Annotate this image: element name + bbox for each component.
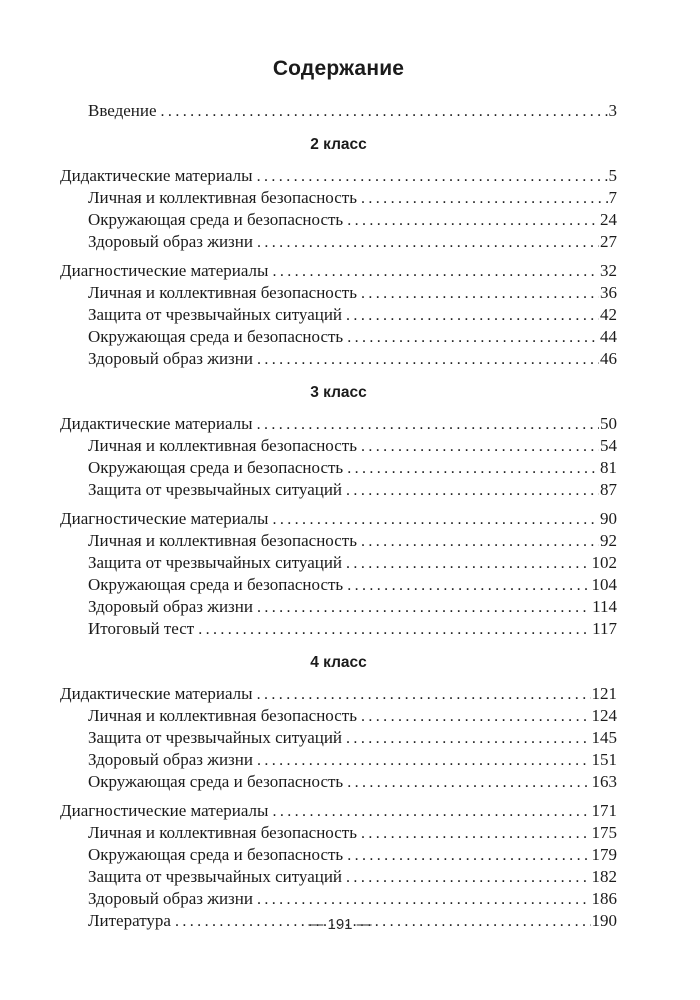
toc-entry-intro: [60, 100, 617, 122]
toc-leader-dots: [272, 508, 599, 530]
toc-entry-page: 44: [600, 327, 617, 346]
toc-entry-page: 81: [600, 458, 617, 477]
toc-entry: [60, 508, 617, 530]
toc-entry-label: Защита от чрезвычайных ситуаций: [88, 867, 343, 886]
toc-entry-label: Диагностические материалы: [60, 509, 269, 528]
toc-entry-page: 186: [591, 889, 617, 908]
toc-entry-page: 114: [592, 597, 617, 616]
toc-entry: [60, 574, 617, 596]
toc-entry-label: Дидактические материалы: [60, 166, 253, 185]
section-heading: 4 класс: [310, 654, 367, 671]
toc-entry-label: Введение: [88, 101, 157, 120]
toc-entry-page: 42: [600, 305, 617, 324]
toc-leader-dots: [361, 530, 599, 552]
toc-entry-label: Здоровый образ жизни: [88, 349, 253, 368]
toc-entry-page: 175: [591, 823, 617, 842]
toc-entry-label: Диагностические материалы: [60, 801, 269, 820]
toc-leader-dots: [161, 100, 608, 122]
section-heading: 2 класс: [310, 136, 367, 153]
toc-entry-page: 54: [600, 436, 617, 455]
toc-entry-page: 32: [600, 261, 617, 280]
toc-leader-dots: [257, 348, 599, 370]
toc-leader-dots: [361, 187, 608, 209]
toc-entry-page: 190: [591, 911, 617, 930]
toc-entry-page: 46: [600, 349, 617, 368]
toc-entry: [60, 282, 617, 304]
toc-leader-dots: [347, 326, 599, 348]
toc-entry-page: 145: [591, 728, 617, 747]
toc-group: [60, 508, 617, 640]
toc-entry-label: Окружающая среда и безопасность: [88, 458, 344, 477]
toc-entry-page: 50: [600, 414, 617, 433]
toc-entry-page: 5: [608, 166, 617, 185]
toc-entry: [60, 165, 617, 187]
toc-entry-label: Личная и коллективная безопасность: [88, 436, 357, 455]
toc-section: [60, 136, 617, 370]
toc-entry-label: Дидактические материалы: [60, 684, 253, 703]
toc-entry-label: Окружающая среда и безопасность: [88, 772, 344, 791]
toc-entry: [60, 800, 617, 822]
toc-entry-label: Диагностические материалы: [60, 261, 269, 280]
toc-entry: [60, 552, 617, 574]
toc-entry-label: Защита от чрезвычайных ситуаций: [88, 553, 343, 572]
toc-entry-label: Личная и коллективная безопасность: [88, 283, 357, 302]
section-heading: 3 класс: [310, 384, 367, 401]
toc-entry: [60, 530, 617, 552]
toc-leader-dots: [198, 618, 591, 640]
toc-entry: [60, 705, 617, 727]
toc-section: [60, 654, 617, 932]
toc-leader-dots: [346, 552, 590, 574]
toc-leader-dots: [257, 683, 591, 705]
toc-entry-label: Окружающая среда и безопасность: [88, 845, 344, 864]
toc-entry: [60, 683, 617, 705]
toc-sections: [60, 136, 617, 932]
toc-leader-dots: [347, 574, 590, 596]
toc-leader-dots: [347, 209, 599, 231]
toc-entry-label: Литература: [88, 911, 171, 930]
section-groups: [60, 165, 617, 370]
toc-entry: [60, 457, 617, 479]
toc-entry-page: 3: [608, 101, 617, 120]
toc-leader-dots: [257, 888, 591, 910]
toc-entry-label: Окружающая среда и безопасность: [88, 327, 344, 346]
toc-leader-dots: [346, 304, 599, 326]
toc-entry-label: Здоровый образ жизни: [88, 232, 253, 251]
toc-entry-page: 163: [591, 772, 617, 791]
toc-entry: [60, 304, 617, 326]
toc-entry-page: 121: [591, 684, 617, 703]
toc-group: [60, 413, 617, 501]
toc-entry-label: Личная и коллективная безопасность: [88, 531, 357, 550]
toc-entry-label: Здоровый образ жизни: [88, 889, 253, 908]
toc-leader-dots: [257, 231, 599, 253]
toc-entry-label: Личная и коллективная безопасность: [88, 706, 357, 725]
toc-entry-label: Личная и коллективная безопасность: [88, 188, 357, 207]
toc-entry-label: Защита от чрезвычайных ситуаций: [88, 480, 343, 499]
toc-leader-dots: [257, 165, 608, 187]
toc-leader-dots: [347, 771, 590, 793]
toc-entry-page: 102: [591, 553, 617, 572]
toc-entry: [60, 479, 617, 501]
toc-leader-dots: [346, 727, 590, 749]
footer-page-number: — 191 —: [308, 916, 372, 933]
toc-entry-label: Здоровый образ жизни: [88, 750, 253, 769]
toc-entry: [60, 260, 617, 282]
toc-entry-label: Защита от чрезвычайных ситуаций: [88, 305, 343, 324]
toc-entry-page: 90: [600, 509, 617, 528]
toc-group: [60, 260, 617, 370]
toc-entry-page: 117: [592, 619, 617, 638]
toc-group: [60, 800, 617, 932]
toc-entry-page: 104: [591, 575, 617, 594]
toc-entry-page: 124: [591, 706, 617, 725]
toc-entry-page: 7: [608, 188, 617, 207]
toc-entry-page: 27: [600, 232, 617, 251]
section-groups: [60, 683, 617, 932]
toc-entry-page: 171: [591, 801, 617, 820]
toc-leader-dots: [272, 260, 599, 282]
page-title: Содержание: [272, 57, 405, 80]
toc-entry-label: Здоровый образ жизни: [88, 597, 253, 616]
toc-entry: [60, 413, 617, 435]
toc-entry: [60, 844, 617, 866]
toc-entry: [60, 749, 617, 771]
toc-entry: [60, 326, 617, 348]
toc-entry-page: 24: [600, 210, 617, 229]
toc-entry: [60, 209, 617, 231]
toc-leader-dots: [257, 413, 599, 435]
toc-section: [60, 384, 617, 640]
toc-group: [60, 165, 617, 253]
toc-entry-page: 87: [600, 480, 617, 499]
toc-entry: [60, 888, 617, 910]
toc-entry: [60, 231, 617, 253]
toc-entry: [60, 822, 617, 844]
toc-entry-page: 151: [591, 750, 617, 769]
toc-entry: [60, 348, 617, 370]
toc-entry-label: Окружающая среда и безопасность: [88, 575, 344, 594]
section-groups: [60, 413, 617, 640]
page-footer: [0, 916, 680, 933]
toc-leader-dots: [257, 596, 591, 618]
toc-entry-page: 182: [591, 867, 617, 886]
toc-leader-dots: [347, 844, 590, 866]
toc-entry: [60, 596, 617, 618]
toc-entry-page: 36: [600, 283, 617, 302]
toc-entry: [60, 187, 617, 209]
toc-leader-dots: [361, 822, 591, 844]
toc-leader-dots: [346, 479, 599, 501]
toc-leader-dots: [347, 457, 599, 479]
toc-leader-dots: [346, 866, 590, 888]
toc-leader-dots: [272, 800, 590, 822]
toc-entry-label: Личная и коллективная безопасность: [88, 823, 357, 842]
toc-entry: [60, 771, 617, 793]
toc-entry-label: Защита от чрезвычайных ситуаций: [88, 728, 343, 747]
toc-entry-label: Окружающая среда и безопасность: [88, 210, 344, 229]
toc-leader-dots: [361, 435, 599, 457]
toc-entry: [60, 727, 617, 749]
toc-entry-page: 179: [591, 845, 617, 864]
toc-entry: [60, 435, 617, 457]
toc-leader-dots: [361, 705, 591, 727]
toc-entry-page: 92: [600, 531, 617, 550]
toc-entry: [60, 866, 617, 888]
toc-entry: [60, 618, 617, 640]
toc-entry-label: Дидактические материалы: [60, 414, 253, 433]
toc-group: [60, 683, 617, 793]
toc-leader-dots: [361, 282, 599, 304]
toc-leader-dots: [257, 749, 591, 771]
toc-entry-label: Итоговый тест: [88, 619, 195, 638]
